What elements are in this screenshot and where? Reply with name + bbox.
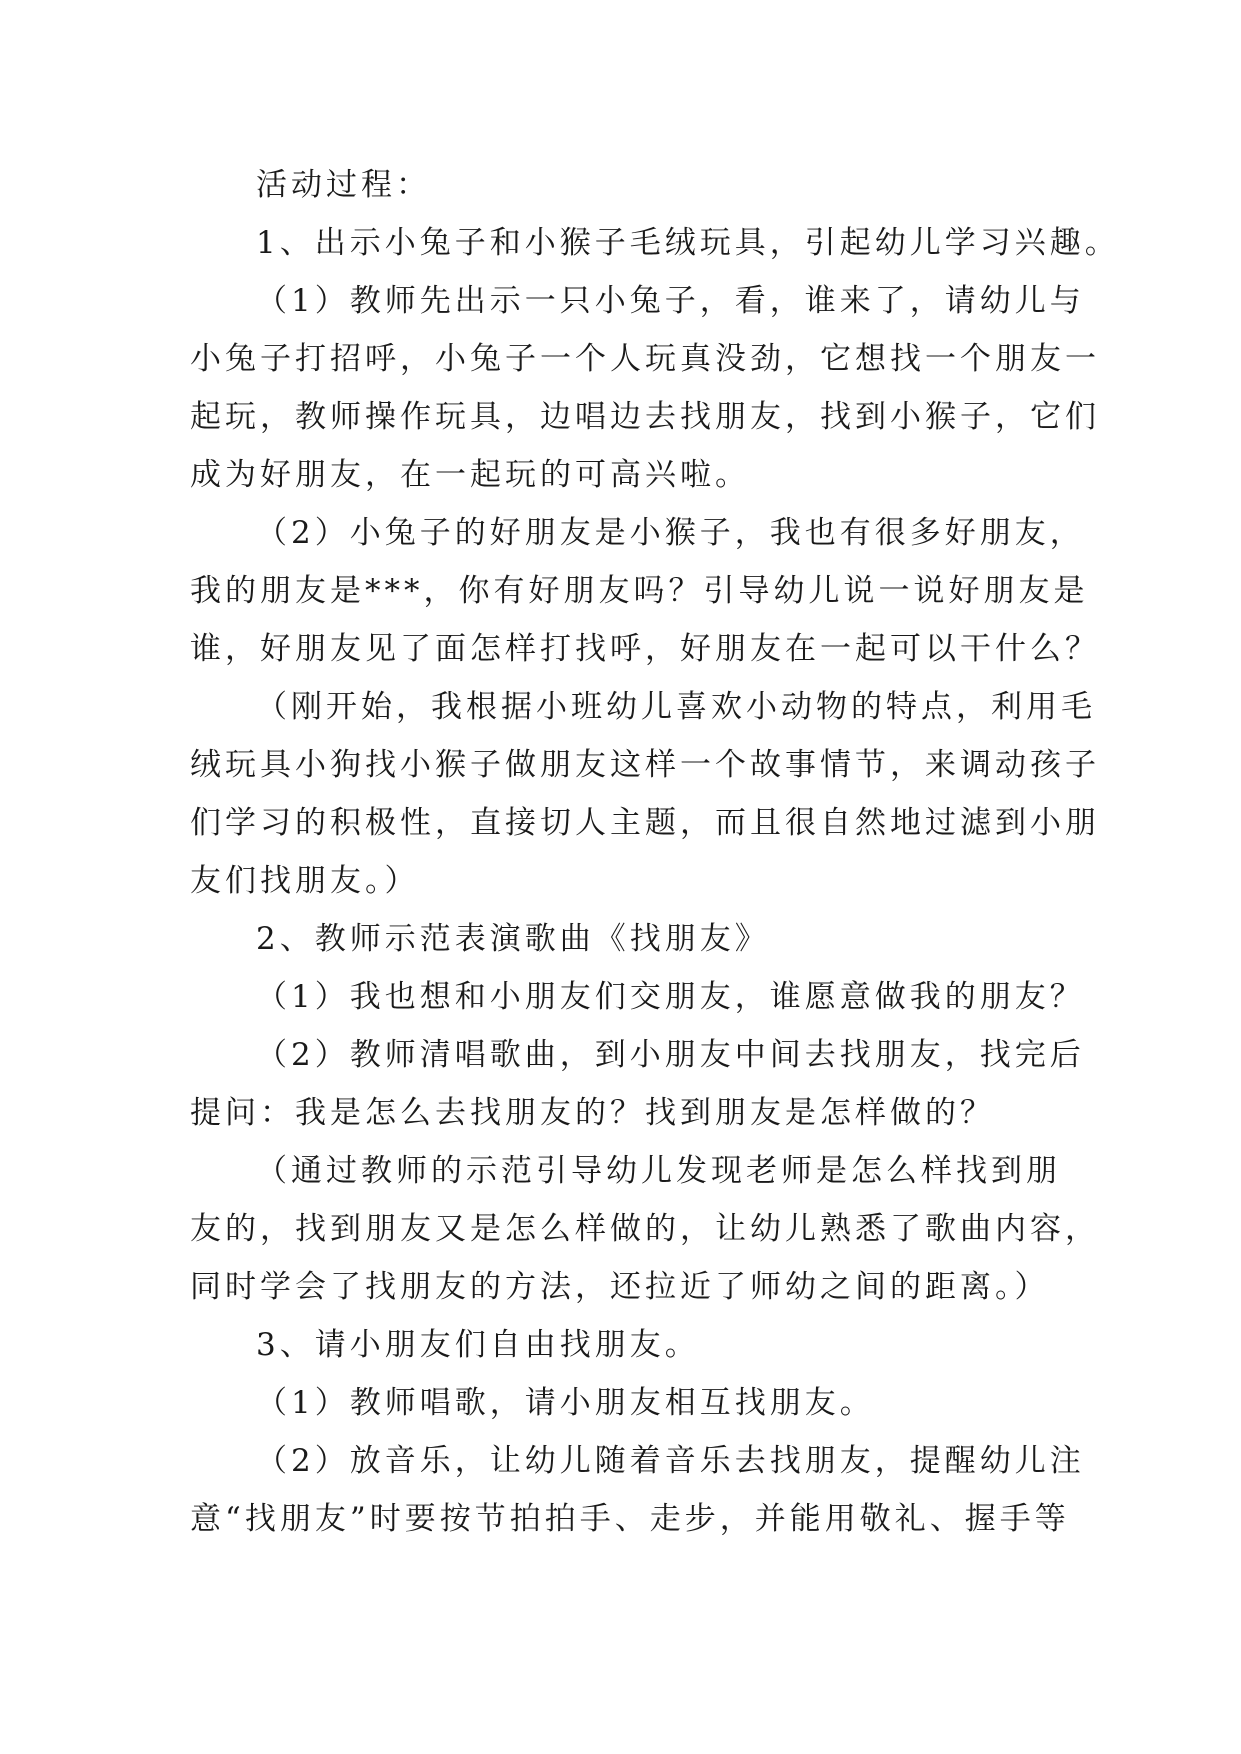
paragraph-line: （1）教师先出示一只小兔子，看，谁来了，请幼儿与 [256, 283, 1085, 319]
paragraph-line: 起玩，教师操作玩具，边唱边去找朋友，找到小猴子，它们 [190, 399, 1100, 435]
paragraph-line: 小兔子打招呼，小兔子一个人玩真没劲，它想找一个朋友一 [190, 341, 1100, 377]
paragraph-line: 提问：我是怎么去找朋友的？找到朋友是怎样做的？ [190, 1095, 995, 1131]
paragraph-line: （1）教师唱歌，请小朋友相互找朋友。 [256, 1385, 875, 1421]
paragraph-line: 友们找朋友。） [190, 863, 420, 899]
paragraph-line: （2）放音乐，让幼儿随着音乐去找朋友，提醒幼儿注 [256, 1443, 1085, 1479]
paragraph-line: 我的朋友是***，你有好朋友吗？引导幼儿说一说好朋友是 [190, 573, 1089, 609]
paragraph-line: 绒玩具小狗找小猴子做朋友这样一个故事情节，来调动孩子 [190, 747, 1100, 783]
paragraph-line: （2）小兔子的好朋友是小猴子，我也有很多好朋友， [256, 515, 1085, 551]
paragraph-line: 们学习的积极性，直接切人主题，而且很自然地过滤到小朋 [190, 805, 1100, 841]
paragraph-line: 谁，好朋友见了面怎样打找呼，好朋友在一起可以干什么？ [190, 631, 1100, 667]
paragraph-line: 同时学会了找朋友的方法，还拉近了师幼之间的距离。） [190, 1269, 1050, 1305]
step-heading: 2、教师示范表演歌曲《找朋友》 [256, 921, 770, 957]
paragraph-line: 意“找朋友”时要按节拍拍手、走步，并能用敬礼、握手等 [190, 1501, 1070, 1537]
paragraph-line: 友的，找到朋友又是怎么样做的，让幼儿熟悉了歌曲内容， [190, 1211, 1100, 1247]
paragraph-line: （2）教师清唱歌曲，到小朋友中间去找朋友，找完后 [256, 1037, 1085, 1073]
step-heading: 1、出示小兔子和小猴子毛绒玩具，引起幼儿学习兴趣。 [256, 225, 1120, 261]
paragraph-line: （通过教师的示范引导幼儿发现老师是怎么样找到朋 [256, 1153, 1061, 1189]
paragraph-line: 成为好朋友，在一起玩的可高兴啦。 [190, 457, 750, 493]
section-heading: 活动过程： [256, 167, 431, 203]
paragraph-line: （1）我也想和小朋友们交朋友，谁愿意做我的朋友？ [256, 979, 1085, 1015]
paragraph-line: （刚开始，我根据小班幼儿喜欢小动物的特点，利用毛 [256, 689, 1096, 725]
step-heading: 3、请小朋友们自由找朋友。 [256, 1327, 700, 1363]
